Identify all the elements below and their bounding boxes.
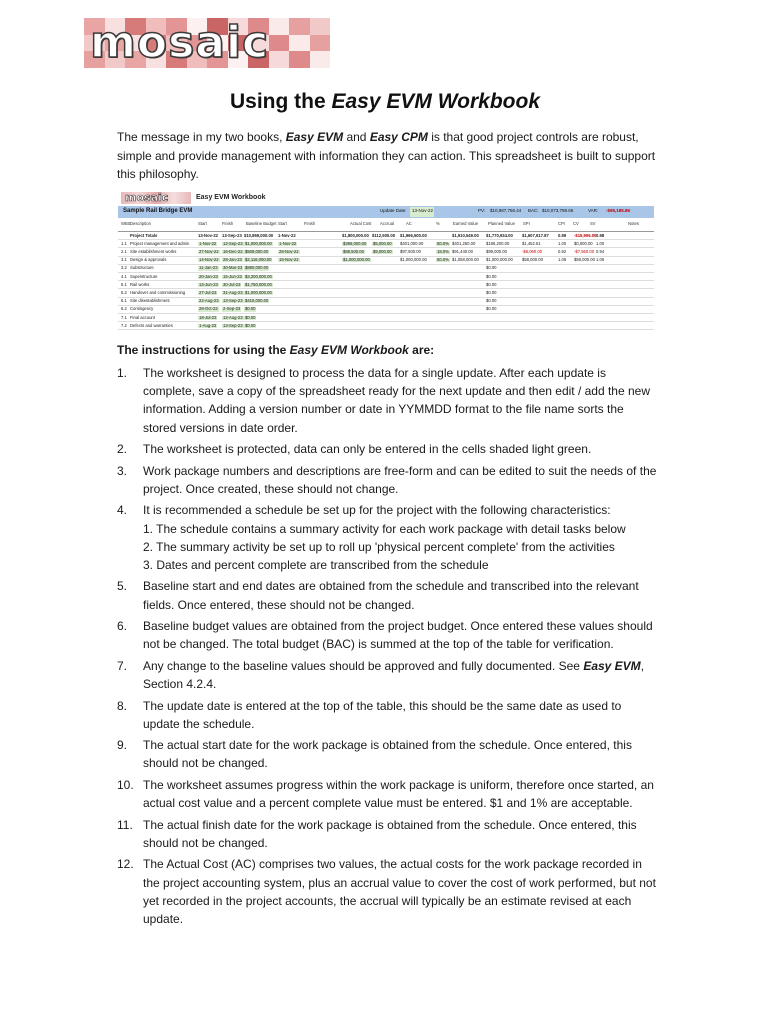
sheet-cell: 0.92 [558,248,567,254]
sheet-cell: Project management and admin [130,240,190,246]
sheet-cell: 14-Nov-22 [199,257,219,263]
sheet-logo [121,192,191,204]
title-emphasis: Easy EVM Workbook [331,90,541,113]
sheet-cell: Substructure [130,265,154,271]
sheet-cell: Rail works [130,281,150,287]
sheet-cell: Contingency [130,306,154,312]
sheet-cell: Project Totals [130,232,158,238]
sheet-cell: $1,800,000.00 [342,232,369,238]
sheet-cell: 50.0% [437,240,449,246]
sheet-project-name: Sample Rail Bridge EVM [123,208,193,214]
sheet-cell: 1.06 [596,257,605,263]
sheet-cell: $2,116,000.00 [245,257,272,263]
sheet-cell: $3,200,000.00 [245,273,272,279]
instruction-sub-item: 3. Dates and percent complete are transcribed from the schedule [143,557,489,572]
sheet-cell: -$15,906.00 [574,232,597,238]
sheet-cell: 22-Aug-23 [199,298,219,304]
band-bac-label: BAC: [528,208,539,213]
sheet-cell: 1-Nov-22 [279,240,297,246]
sheet-header-cell: AC [406,221,412,226]
sheet-cell: 13-Nov-22 [198,232,219,238]
sheet-cell: $5,000.00 [373,240,392,246]
sheet-cell: 18.0% [437,248,449,254]
sheet-row [118,314,654,322]
update-date-value: 13-Nov-22 [412,208,434,213]
sheet-cell: Site establishment works [130,248,177,254]
instruction-text-after: , Section 4.2.4. [143,658,645,692]
instruction-text: Baseline budget values are obtained from the project budget. Once entered these values should not be changed. The total budget (BAC) is summed at the top of the table for verification. [143,619,653,652]
instruction-list [117,364,657,931]
band-var-label: VAR: [588,208,599,213]
sheet-cell: $88,500.00 [343,248,364,254]
instructions-head-prefix: The instructions for using the [117,343,290,357]
sheet-cell: $401,250.00 [452,240,476,246]
instruction-item [117,657,657,693]
sheet-row [118,248,654,256]
sheet-header-cell: % [436,221,440,226]
sheet-cell: 15-Nov-22 [279,257,299,263]
sheet-cell: 3.2 [121,265,127,271]
instructions-head-suffix: are: [408,343,435,357]
sheet-cell: 0.94 [596,248,605,254]
sheet-cell: Defects and warranties [130,322,173,328]
sheet-row [118,232,654,240]
sheet-cell: 1.06 [558,257,567,263]
sheet-cell: -$6,060.00 [522,248,543,254]
instruction-number: 4. [117,503,128,518]
instructions-head-emph: Easy EVM Workbook [289,343,409,357]
instructions-heading [117,343,434,357]
sheet-cell: $186,200.00 [486,240,510,246]
sheet-cell: 1.00 [596,240,605,246]
instruction-item [117,736,657,772]
sheet-row [118,240,654,248]
sheet-cell: $0.00 [486,289,497,295]
sheet-title: Easy EVM Workbook [196,194,266,201]
instruction-number: 10. [117,777,134,792]
sheet-cell: 4.1 [121,273,127,279]
sheet-header-cell: SPI [523,221,530,226]
sheet-cell: 3.1 [121,257,127,263]
sheet-row [118,298,654,306]
sheet-cell: 2-Sep-23 [223,306,241,312]
sheet-cell: 5.2 [121,289,127,295]
instruction-text: The worksheet is protected, data can only be entered in the cells shaded light green. [143,442,592,457]
sheet-cell: Final account [130,314,155,320]
mosaic-logo [84,18,330,68]
sheet-cell: -$7,560.00 [574,248,595,254]
sheet-cell: $58,000.00 [522,257,543,263]
instruction-text: The Actual Cost (AC) comprises two values, the actual costs for the work package recorded in the project accounting system, plus an accrual value to cover the cost of work performed, but not yet recorded in the project accounts, the accrual will typically be an estimate revised at each update. [143,857,656,926]
sheet-cell: Site disestablishment [130,298,170,304]
sheet-cell: $880,000.00 [245,265,269,271]
intro-book-2: Easy CPM [369,130,428,144]
sheet-cell: 1.1 [121,240,127,246]
sheet-cell: $1,000,000.00 [486,257,513,263]
sheet-cell: 5.1 [121,281,127,287]
sheet-cell: $1,000,000.00 [245,240,272,246]
sheet-cell: Design & approvals [130,257,167,263]
sheet-cell: 27-Nov-22 [199,248,219,254]
instruction-text: The actual start date for the work package is obtained from the schedule. Once entered, this should not be changed. [143,738,632,771]
instruction-number: 1. [117,366,128,380]
sheet-cell: $112,500.00 [372,232,396,238]
instruction-item [117,462,657,498]
band-pv-label: PV: [478,208,486,213]
sheet-cell: 31-Aug-23 [223,289,243,295]
sheet-header-cell: CV [573,221,579,226]
intro-text-2: and [343,130,370,144]
instruction-text: The update date is entered at the top of the table, this should be the same date as used to update the schedule. [143,698,622,731]
band-var-value: -$95,185.86 [606,208,631,213]
sheet-cell: 28-Jan-23 [223,257,242,263]
sheet-cell: $1,000,000.00 [343,257,370,263]
sheet-row [118,289,654,297]
sheet-cell: $1,000,000.00 [400,257,427,263]
sheet-cell: $1,607,617.87 [522,232,549,238]
instruction-book-ref: Easy EVM [583,658,641,673]
sheet-cell: 1.00 [558,240,567,246]
instruction-text: The actual finish date for the work package is obtained from the schedule. Once entered, this should not be changed. [143,817,637,850]
intro-paragraph [117,128,657,184]
sheet-cell: $401,000.00 [400,240,424,246]
band-pv-value: $10,987,756.44 [490,208,522,213]
sheet-header-cell: Notes [628,221,639,226]
sheet-header-cell: WBS [121,221,131,226]
sheet-cell: $0.00 [245,306,256,312]
sheet-cell: 6.1 [121,298,127,304]
sheet-cell: $1,910,549.00 [452,232,479,238]
sheet-cell: 7.2 [121,322,127,328]
sheet-header-cell: Start [198,221,207,226]
sheet-cell: $1,058,000.00 [452,257,479,263]
sheet-cell: Superstructure [130,273,158,279]
sheet-cell: 20-Jan-23 [199,273,218,279]
sheet-cell: $0,000.00 [574,240,593,246]
instruction-item [117,440,657,458]
intro-text-3: is that good project controls are robust, simple and provide management with information they can action. This spreadsheet is built to support this philosophy. [117,130,656,181]
instruction-item [117,501,657,574]
sheet-cell: $10,869,000.00 [244,232,274,238]
instruction-sub-item: 2. The summary activity be set up to roll up 'physical percent complete' from the activities [143,539,615,554]
sheet-cell: 13-Sep-23 [222,232,242,238]
instruction-number: 12. [117,857,134,872]
sheet-cell: $0.00 [245,314,256,320]
sheet-header-cell: Actual Cost [350,221,372,226]
instruction-number: 3. [117,463,128,478]
logo-word: mosaic [90,18,270,68]
sheet-header-cell: Start [278,221,287,226]
sheet-row [118,322,654,330]
sheet-cell: $0.00 [486,281,497,287]
sheet-row [118,257,654,265]
sheet-header-row [118,220,654,232]
sheet-row [118,281,654,289]
sheet-cell: 1-Nov-22 [199,240,217,246]
instruction-item [117,697,657,733]
sheet-cell: $396,000.00 [343,240,367,246]
sheet-cell: 13-Sep-23 [223,322,243,328]
sheet-cell: 12-Aug-23 [223,314,243,320]
sheet-cell: $0.00 [486,265,497,271]
sheet-logo-word: mosaic [125,191,169,204]
instruction-number: 6. [117,619,128,634]
sheet-cell: 13-Jun-23 [199,281,218,287]
sheet-cell: $1,966,500.00 [400,232,427,238]
instruction-item [117,364,657,437]
sheet-header-cell: Baseline Budget [246,221,277,226]
band-bac-value: $10,073,798.66 [542,208,574,213]
sheet-cell: 15-Jun-23 [223,273,242,279]
instruction-item [117,577,657,613]
sheet-cell: 1-Aug-23 [199,322,217,328]
sheet-cell: 7.1 [121,314,127,320]
instruction-text: The worksheet assumes progress within the work package is uniform, therefore once started, an actual cost value and a percent complete value must be entered. $1 and 1% are acceptable. [143,777,654,811]
sheet-cell: 30-Mar-23 [223,265,243,271]
instruction-item [117,776,657,812]
instruction-text: It is recommended a schedule be set up for the project with the following characteristics: [143,503,611,518]
update-date-label: Update Date: [380,208,407,213]
sheet-cell: $91,440.00 [452,248,473,254]
sheet-cell: 6.2 [121,306,127,312]
sheet-header-cell: Earned Value [453,221,479,226]
sheet-header-cell: Finish [222,221,234,226]
sheet-cell: $58,000.00 [574,257,595,263]
sheet-cell: 0.98 [596,232,605,238]
sheet-header-cell: SV [590,221,596,226]
sheet-row [118,306,654,314]
instruction-text: The worksheet is designed to process the data for a single update. After each update is complete, save a copy of the spreadsheet ready for the next update and then edit / add the new information. Adding a version number or date in YYMMDD format to the file name sorts the stored versions in date order. [143,366,651,435]
sheet-cell: 28-Oct-23 [199,306,218,312]
instruction-number: 5. [117,579,128,594]
sheet-cell: 12-Sep-23 [223,240,243,246]
instruction-number: 7. [117,658,128,673]
sheet-cell: $0.00 [245,322,256,328]
workbook-screenshot [118,190,654,344]
sheet-cell: 28-Nov-22 [279,248,299,254]
sheet-cell: $0.00 [486,298,497,304]
sheet-cell: 50.0% [437,257,449,263]
sheet-cell: 18-Jul-23 [199,314,217,320]
sheet-cell: 0.99 [558,232,567,238]
title-prefix: Using the [229,90,332,113]
instruction-text: Any change to the baseline values should be approved and fully documented. See [143,658,584,673]
instruction-item [117,617,657,653]
sheet-header-cell: Accrual [380,221,394,226]
sheet-cell: 11-Jan-23 [199,265,218,271]
instruction-text: Work package numbers and descriptions are free-form and can be edited to suit the needs of the project. Once created, these should not change. [143,463,657,496]
sheet-cell: $9,000.00 [373,248,392,254]
page-title [0,90,770,114]
instruction-number: 2. [117,442,128,457]
sheet-cell: $0.00 [486,306,497,312]
instruction-item [117,855,657,928]
sheet-header-cell: Planned Value [488,221,515,226]
sheet-cell: $99,000.00 [486,248,507,254]
sheet-row [118,265,654,273]
sheet-cell: $1,000,000.00 [245,289,272,295]
sheet-cell: 16-Dec-22 [223,248,243,254]
sheet-cell: $1,750,000.00 [245,281,272,287]
sheet-cell: $0.00 [486,273,497,279]
sheet-header-cell: Finish [304,221,316,226]
sheet-cell: $508,000.00 [245,248,269,254]
sheet-cell: 30-Jul-23 [223,281,241,287]
sheet-cell: 1-Nov-22 [278,232,296,238]
sheet-cell: 2.1 [121,248,127,254]
sheet-cell: Handover and commissioning [130,289,186,295]
intro-text-1: The message in my two books, [117,130,286,144]
sheet-cell: $415,000.00 [245,298,269,304]
instruction-text: Baseline start and end dates are obtained from the schedule and transcribed into the relevant fields. Once entered, these should not be changed. [143,579,639,612]
instruction-number: 11. [117,817,133,832]
sheet-header-cell: CPI [558,221,565,226]
sheet-row [118,273,654,281]
instruction-item [117,816,657,852]
sheet-cell: 13-Sep-23 [223,298,243,304]
instruction-number: 8. [117,698,128,713]
intro-book-1: Easy EVM [285,130,344,144]
sheet-cell: $97,500.00 [400,248,421,254]
sheet-cell: $1,452.51 [522,240,541,246]
sheet-cell: 27-Jul-23 [199,289,217,295]
instruction-number: 9. [117,738,128,753]
sheet-cell: $1,770,934.00 [486,232,513,238]
sheet-header-cell: Description [130,221,151,226]
instruction-sub-item: 1. The schedule contains a summary activity for each work package with detail tasks below [143,521,626,536]
